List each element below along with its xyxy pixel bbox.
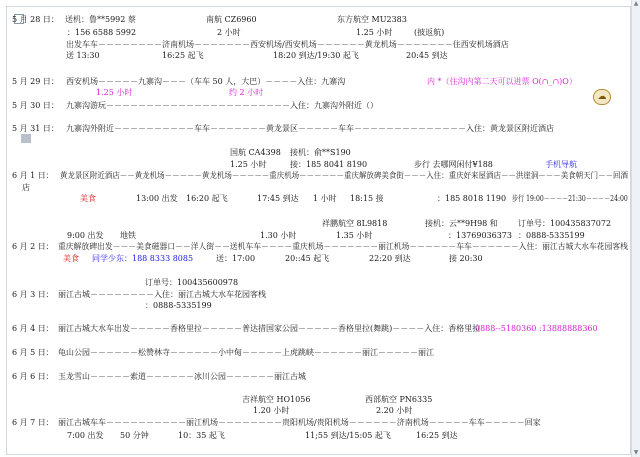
text-line-f12: 美食 [63, 254, 79, 263]
text-line-k11: 16:25 到达 [416, 431, 458, 440]
text-line-b2: 西安机场－－－－－九寨沟－－－（车车 50 人，大巴）－－－－入住：九寨沟 [66, 77, 346, 86]
text-line-f15: 20::45 起飞 [285, 254, 330, 263]
text-line-h2: 丽江古城大水车出发－－－－－香格里拉－－－－－普达措国家公园－－－－－香格里拉(舞跳)－－－－入住：香格里拉 [58, 324, 481, 333]
text-line-i1: 6 月 5 日： [12, 348, 54, 357]
text-line-e1: 国航 CA4398 [230, 148, 281, 157]
text-line-e8: 黄龙景区附近酒店－－黄龙机场－－－－－黄龙机场－－－－－重庆机场－－－－－－重庆解放碑美食街－－－入住：重庆好来屋酒店－－洪崖洞－－－美食朝天门－－回酒 [60, 171, 628, 180]
text-line-e7: 6 月 1 日： [12, 171, 54, 180]
text-line-b4: 1.25 小时 [96, 88, 133, 97]
text-line-g4: ：0888-5335199 [145, 301, 212, 310]
text-line-g1: 订单号：100435600978 [145, 278, 239, 287]
text-line-a7: 1.25 小时 [356, 28, 393, 37]
text-line-k6: 丽江古城车车－－－－－－－－－－丽江机场－－－－－－－－贵阳机场/贵阳机场－－－－－－济南机场－－－－－车车－－－－－回家 [58, 418, 541, 427]
text-line-a8: (披返航) [414, 28, 445, 37]
text-line-k3: 1.20 小时 [253, 406, 290, 415]
text-line-f10: 6 月 2 日： [12, 242, 54, 251]
text-line-a10: 送 13:30 [66, 51, 100, 60]
grey-marker-icon [21, 134, 31, 143]
text-line-f1: 祥鹏航空 8L9818 [322, 219, 388, 228]
text-line-a9: 出发车车－－－－－－－－济南机场－－－－－－－西安机场/西安机场－－－－－－黄龙机场－－－－－－－住西安机场酒店 [66, 40, 509, 49]
text-line-k4: 2.20 小时 [376, 406, 413, 415]
scroll-up-icon[interactable]: ▲ [633, 0, 639, 7]
text-line-k8: 50 分钟 [120, 431, 149, 440]
text-line-f17: 接 20:30 [449, 254, 483, 263]
text-line-e6: 手机导航 [545, 160, 577, 169]
text-line-h1: 6 月 4 日： [12, 324, 54, 333]
text-line-g2: 6 月 3 日： [12, 290, 54, 299]
text-line-f6: 1.30 小时 [260, 231, 297, 240]
text-line-k9: 10：35 起飞 [178, 431, 225, 440]
vertical-scrollbar[interactable] [631, 0, 640, 457]
text-line-e10: 美食 [80, 194, 96, 203]
text-line-f8: ：13769036373 [448, 231, 512, 240]
text-line-k7: 7:00 出发 [67, 431, 104, 440]
text-line-b1: 5 月 29 日： [12, 77, 59, 86]
text-line-b3: 内 *（住沟内第二天可以进票 O(∩_∩)O） [427, 77, 577, 86]
text-line-a2: 送机：鲁**5992 蔡 [65, 15, 136, 24]
text-line-e16: ：185 8018 1190 [437, 194, 507, 203]
text-line-h3: 0888--5180360 :13888888360 [475, 324, 598, 333]
text-line-c1: 5 月 30 日： [12, 101, 59, 110]
text-line-f4: 9:00 出发 [67, 231, 104, 240]
text-line-f2: 接机：云**9H98 和 [425, 219, 498, 228]
text-line-a3: 南航 CZ6960 [206, 15, 257, 24]
text-line-e15: 18:15 接 [350, 194, 384, 203]
text-line-a12: 18:20 到达/19:30 起飞 [273, 51, 359, 60]
text-line-a11: 16:25 起飞 [162, 51, 204, 60]
text-line-k5: 6 月 7 日： [12, 418, 54, 427]
text-line-e3: 1.25 小时 [230, 160, 267, 169]
text-line-f16: 22:20 到达 [369, 254, 411, 263]
text-line-e5: 步行 去哪网闲付¥188 [414, 160, 493, 169]
text-line-f11: 重庆解放碑出发－－－美食磁器口－－洋人街－－送机车车－－－－重庆机场－－－－－－－丽江机场－－－－－－车车－－－－－－入住：丽江古城大水车花园客栈 [58, 242, 628, 251]
cloud-emoji-icon: ☁ [593, 89, 611, 105]
text-line-a6: 2 小时 [217, 28, 241, 37]
text-line-e17: 步行 19:00－－－－21:30－－－－24:00 [512, 194, 628, 203]
text-line-c2: 九寨沟游玩－－－－－－－－－－－－－－－－－－－－－－－入住：九寨沟外附近（） [66, 101, 378, 110]
text-line-f9: ：0888-5335199 [518, 231, 585, 240]
text-line-k2: 西部航空 PN6335 [365, 395, 433, 404]
text-line-e13: 17:45 到达 [257, 194, 299, 203]
text-line-i2: 龟山公园－－－－－－松赞林寺－－－－－－小中甸－－－－－上虎跳峡－－－－－－丽江－－－－－丽江 [58, 348, 434, 357]
text-line-b5: 约 2 小时 [229, 88, 264, 97]
text-line-a5: ：156 6588 5992 [67, 28, 137, 37]
text-line-a1: 5 月 28 日： [12, 15, 59, 24]
text-line-f7: 1.35 小时 [336, 231, 373, 240]
text-line-d1: 5 月 31 日： [12, 124, 59, 133]
text-line-e9: 店 [22, 183, 30, 192]
text-line-j1: 6 月 6 日： [12, 372, 54, 381]
text-line-e14: 1 小时 [313, 194, 337, 203]
text-line-d2: 九寨沟外附近－－－－－－－－－－车车－－－－－－－黄龙景区－－－－－车车－－－－－－－－－－－－－－入住：黄龙景区附近酒店 [66, 124, 554, 133]
text-line-f5: 地铁 [120, 231, 136, 240]
text-line-f13: 同学少东：188 8333 8085 [92, 254, 194, 263]
text-line-e2: 接机：俞**S190 [290, 148, 351, 157]
text-line-a4: 东方航空 MU2383 [337, 15, 407, 24]
text-line-e4: 接：185 8041 8190 [290, 160, 368, 169]
text-line-e11: 13:00 出发 [136, 194, 178, 203]
text-line-a13: 20:45 到达 [406, 51, 448, 60]
text-line-g3: 丽江古城－－－－－－－－入住：丽江古城大水车花园客栈 [58, 290, 266, 299]
text-line-k10: 11;55 到达/15:05 起飞 [305, 431, 391, 440]
text-line-j2: 玉龙雪山－－－－－索道－－－－－－冰川公园－－－－－－丽江古城 [58, 372, 306, 381]
text-line-e12: 16:20 起飞 [186, 194, 228, 203]
text-line-k1: 吉祥航空 HO1056 [242, 395, 311, 404]
scroll-down-icon[interactable]: ▼ [633, 449, 639, 456]
text-line-f14: 送：17:00 [216, 254, 256, 263]
text-line-f3: 订单号：100435837072 [518, 219, 612, 228]
